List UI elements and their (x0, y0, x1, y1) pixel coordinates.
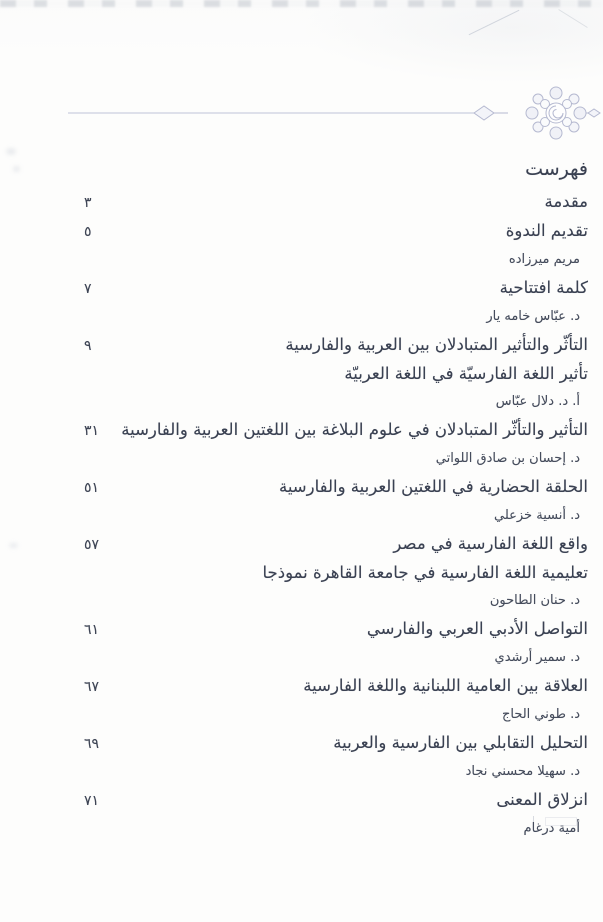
toc-entry-title-row (84, 188, 588, 217)
toc-entry (84, 217, 588, 274)
entry-subtitle: تأثير اللغة الفارسيّة في اللغة العربيّة (344, 364, 588, 383)
entry-author: أ. د. دلال عبّاس (495, 394, 580, 409)
toc-entry-title-row (84, 274, 588, 303)
toc-entry (84, 672, 588, 729)
entry-author: مريم ميرزاده (508, 252, 580, 267)
entry-author: د. أنسية خزعلي (493, 508, 580, 523)
toc-entry (84, 530, 588, 615)
entry-page-number: ٧ (84, 281, 92, 297)
entry-author: أمية درغام (523, 821, 580, 836)
toc-entry (84, 188, 588, 217)
toc-entry (84, 473, 588, 530)
entry-title: التواصل الأدبي العربي والفارسي (366, 619, 588, 638)
toc-list (84, 188, 588, 843)
toc-entry (84, 615, 588, 672)
entry-author: د. طوني الحاج (501, 707, 580, 722)
entry-title: التحليل التقابلي بين الفارسية والعربية (333, 733, 588, 752)
entry-page-number: ٥١ (84, 480, 100, 496)
entry-page-number: ٦١ (84, 622, 100, 638)
toc-entry (84, 729, 588, 786)
entry-author: د. سمير أرشدي (494, 650, 580, 665)
toc-entry (84, 274, 588, 331)
entry-page-number: ٦٩ (84, 736, 100, 752)
entry-page-number: ٣١ (84, 423, 100, 439)
entry-title: مقدمة (544, 192, 588, 211)
entry-title: الحلقة الحضارية في اللغتين العربية والفارسية (278, 477, 588, 496)
scan-scratch (469, 10, 520, 35)
scan-smudge (6, 148, 16, 155)
toc-entry-title-row (84, 672, 588, 701)
entry-title: انزلاق المعنى (496, 790, 588, 809)
entry-title: العلاقة بين العامية اللبنانية واللغة الفارسية (303, 676, 588, 695)
scan-noise-band (0, 0, 603, 7)
entry-title: تقديم الندوة (505, 221, 588, 240)
entry-title: التأثّر والتأثير المتبادلان بين العربية والفارسية (285, 335, 588, 354)
toc-entry-title-row (84, 217, 588, 246)
entry-subtitle: تعليمية اللغة الفارسية في جامعة القاهرة نموذجا (262, 563, 588, 582)
scan-scratch (558, 9, 587, 28)
scan-smudge (9, 543, 18, 548)
entry-author: د. سهيلا محسني نجاد (465, 764, 580, 779)
table-of-contents (84, 156, 588, 843)
page-title: فهرست (525, 158, 588, 180)
toc-entry (84, 331, 588, 416)
toc-entry-title-row (84, 729, 588, 758)
entry-title: التأثير والتأثّر المتبادلان في علوم البلاغة بين اللغتين العربية والفارسية (121, 420, 588, 439)
toc-entry (84, 416, 588, 473)
toc-entry-title-row (84, 530, 588, 559)
scan-smudge (13, 166, 20, 172)
toc-entry (84, 786, 588, 843)
toc-entry-title-row (84, 615, 588, 644)
entry-author: د. عبّاس خامه يار (486, 309, 580, 324)
entry-page-number: ٧١ (84, 793, 100, 809)
entry-author: د. حنان الطاحون (489, 593, 580, 608)
toc-entry-title-row (84, 331, 588, 360)
entry-page-number: ٥ (84, 224, 92, 240)
entry-title: واقع اللغة الفارسية في مصر (393, 534, 588, 553)
toc-entry-title-row (84, 416, 588, 445)
entry-author: د. إحسان بن صادق اللواتي (435, 451, 580, 466)
toc-entry-title-row (84, 473, 588, 502)
entry-page-number: ٥٧ (84, 537, 100, 553)
entry-page-number: ٣ (84, 195, 92, 211)
entry-page-number: ٩ (84, 338, 92, 354)
entry-page-number: ٦٧ (84, 679, 100, 695)
floral-divider-ornament-icon (64, 85, 603, 141)
toc-entry-title-row (84, 786, 588, 815)
entry-title: كلمة افتتاحية (499, 278, 588, 297)
